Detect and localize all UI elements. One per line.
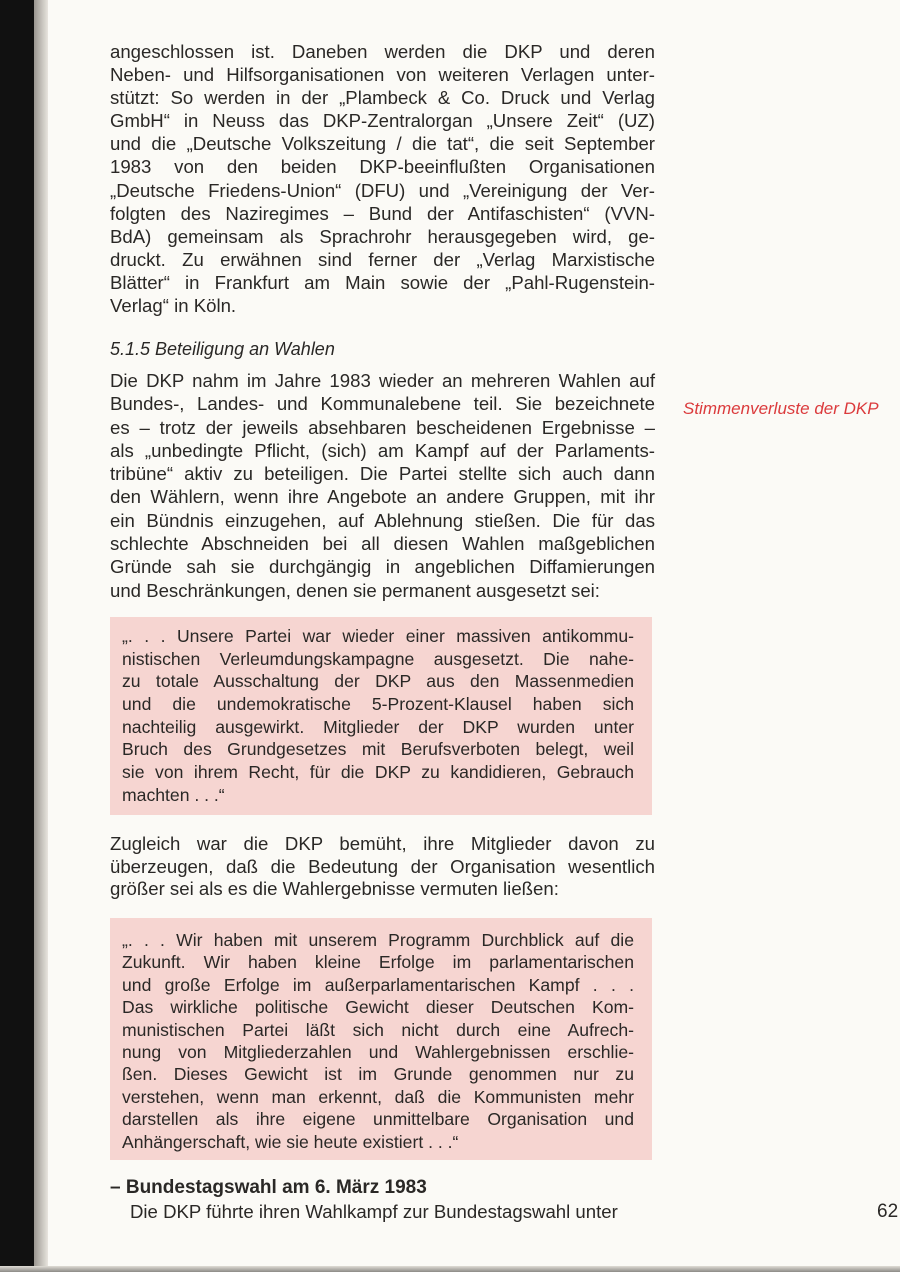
text-line: Anhängerschaft, wie sie heute existiert . . .“ bbox=[122, 1131, 459, 1152]
text-line: größer sei als es die Wahlergebnisse vermuten ließen: bbox=[110, 878, 559, 899]
text-line: munistischen Partei läßt sich nicht durch eine Aufrech- bbox=[122, 1019, 634, 1040]
text-line: nistischen Verleumdungskampagne ausgesetzt. Die nahe- bbox=[122, 648, 634, 669]
section-heading: 5.1.5 Beteiligung an Wahlen bbox=[110, 339, 335, 359]
text-line: GmbH“ in Neuss das DKP-Zentralorgan „Unsere Zeit“ (UZ) bbox=[110, 110, 655, 132]
page-bottom-edge bbox=[0, 1266, 900, 1272]
paragraph-elections bbox=[110, 369, 655, 602]
text-line: Bundes-, Landes- und Kommunalebene teil. Sie bezeichnete bbox=[110, 393, 655, 415]
text-line: stützt: So werden in der „Plambeck & Co. Druck und Verlag bbox=[110, 87, 655, 109]
subsection-heading: – Bundestagswahl am 6. März 1983 bbox=[110, 1177, 427, 1198]
text-line: als „unbedingte Pflicht, (sich) am Kampf auf der Parlaments- bbox=[110, 439, 655, 461]
text-line: angeschlossen ist. Daneben werden die DKP und deren bbox=[110, 41, 655, 62]
page-number: 62 bbox=[877, 1201, 899, 1222]
text-line: Das wirkliche politische Gewicht dieser Deutschen Kom- bbox=[122, 997, 634, 1018]
text-line: nachteilig ausgewirkt. Mitglieder der DKP wurden unter bbox=[122, 716, 634, 737]
paragraph-publishers bbox=[110, 40, 655, 317]
text-line: ßen. Dieses Gewicht ist im Grunde genommen nur zu bbox=[122, 1064, 634, 1085]
quote-box-2 bbox=[110, 918, 652, 1160]
text-line: Bruch des Grundgesetzes mit Berufsverboten belegt, weil bbox=[122, 739, 634, 760]
text-line: machten . . .“ bbox=[122, 784, 225, 805]
text-line: zu totale Ausschaltung der DKP aus den Massenmedien bbox=[122, 671, 634, 692]
text-line: nung von Mitgliederzahlen und Wahlergebnissen erschlie- bbox=[122, 1041, 634, 1062]
text-line: und die „Deutsche Volkszeitung / die tat“, die seit September bbox=[110, 133, 655, 155]
text-line: „. . . Wir haben mit unserem Programm Durchblick auf die bbox=[122, 930, 634, 950]
text-line: überzeugen, daß die Bedeutung der Organisation wesentlich bbox=[110, 855, 655, 877]
subsection-first-line bbox=[130, 1200, 653, 1223]
text-line: Neben- und Hilfsorganisationen von weiteren Verlagen unter- bbox=[110, 64, 655, 86]
text-line: verstehen, wenn man erkennt, daß die Kommunisten mehr bbox=[122, 1086, 634, 1107]
quote-box-1 bbox=[110, 617, 652, 815]
text-line: BdA) gemeinsam als Sprachrohr herausgegeben wird, ge- bbox=[110, 225, 655, 247]
text-line: Die DKP nahm im Jahre 1983 wieder an mehreren Wahlen auf bbox=[110, 370, 655, 391]
text-line: „Deutsche Friedens-Union“ (DFU) und „Vereinigung der Ver- bbox=[110, 179, 655, 201]
text-line: Die DKP führte ihren Wahlkampf zur Bundestagswahl unter bbox=[130, 1201, 618, 1222]
text-line: Zugleich war die DKP bemüht, ihre Mitglieder davon zu bbox=[110, 833, 655, 854]
text-line: es – trotz der jeweils absehbaren bescheidenen Ergebnisse – bbox=[110, 416, 655, 438]
text-line: 1983 von den beiden DKP-beeinflußten Organisationen bbox=[110, 156, 655, 178]
text-line: und große Erfolge im außerparlamentarischen Kampf . . . bbox=[122, 974, 634, 995]
text-line: Zukunft. Wir haben kleine Erfolge im parlamentarischen bbox=[122, 952, 634, 973]
margin-note: Stimmenverluste der DKP bbox=[683, 399, 879, 418]
text-line: folgten des Naziregimes – Bund der Antifaschisten“ (VVN- bbox=[110, 202, 655, 224]
text-line: sie von ihrem Recht, für die DKP zu kandidieren, Gebrauch bbox=[122, 762, 634, 783]
book-spine-shadow bbox=[0, 0, 34, 1272]
quote-2-text bbox=[122, 929, 634, 1153]
text-line: und Beschränkungen, denen sie permanent ausgesetzt sei: bbox=[110, 579, 600, 601]
page-gutter bbox=[34, 0, 48, 1272]
text-line: darstellen als ihre eigene unmittelbare Organisation und bbox=[122, 1109, 634, 1130]
text-line: und die undemokratische 5-Prozent-Klausel haben sich bbox=[122, 694, 634, 715]
text-line: Gründe sah sie durchgängig in angeblichen Diffamierungen bbox=[110, 556, 655, 578]
text-line: Blätter“ in Frankfurt am Main sowie der „Pahl-Rugenstein- bbox=[110, 271, 655, 293]
text-line: ein Bündnis einzugehen, auf Ablehnung stießen. Die für das bbox=[110, 509, 655, 531]
quote-1-text bbox=[122, 625, 634, 807]
text-line: „. . . Unsere Partei war wieder einer massiven antikommu- bbox=[122, 626, 634, 646]
text-line: tribüne“ aktiv zu beteiligen. Die Partei stellte sich auch dann bbox=[110, 463, 655, 485]
text-line: den Wählern, wenn ihre Angebote an andere Gruppen, mit ihr bbox=[110, 486, 655, 508]
text-line: druckt. Zu erwähnen sind ferner der „Verlag Marxistische bbox=[110, 248, 655, 270]
text-line: schlechte Abschneiden bei all diesen Wahlen maßgeblichen bbox=[110, 533, 655, 555]
text-line: Verlag“ in Köln. bbox=[110, 295, 237, 317]
paragraph-significance bbox=[110, 833, 655, 901]
